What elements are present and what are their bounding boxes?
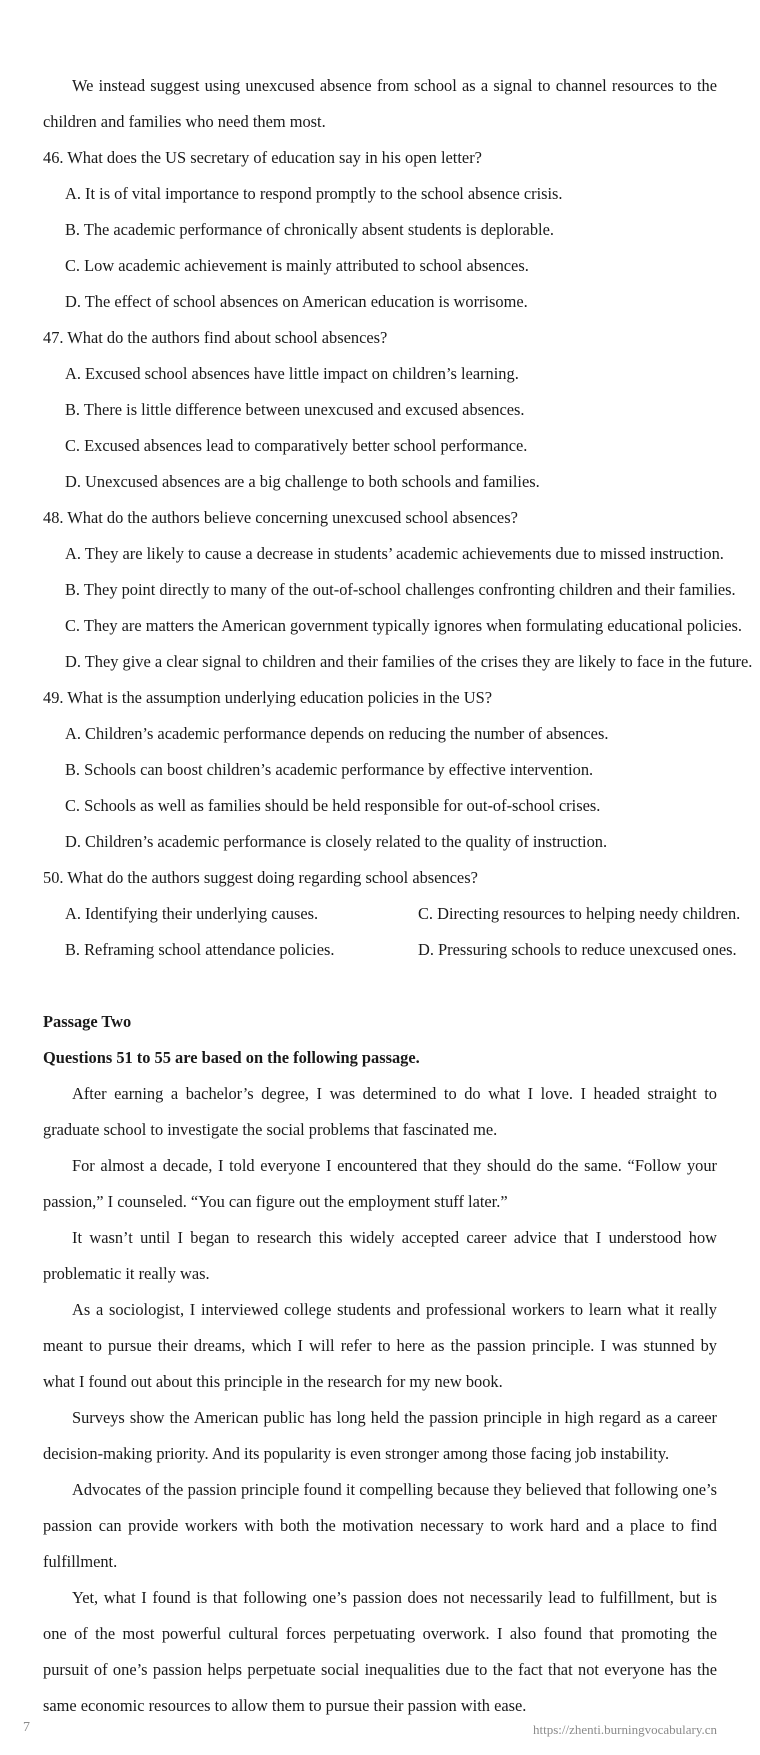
intro-paragraph: We instead suggest using unexcused absence from school as a signal to channel resources to the children and families who need them most. — [43, 76, 717, 131]
option-c: C. Schools as well as families should be held responsible for out-of-school crises. — [65, 796, 601, 815]
option-a: A. Identifying their underlying causes. — [65, 904, 319, 923]
question-49 — [43, 680, 717, 860]
section-spacer — [43, 968, 717, 1004]
passage-paragraph: It wasn’t until I began to research this widely accepted career advice that I understood how problematic it really was. — [43, 1228, 717, 1283]
page-number: 7 — [23, 1720, 30, 1735]
option-a: A. They are likely to cause a decrease in students’ academic achievements due to missed instruction. — [65, 544, 724, 563]
option-d: D. Pressuring schools to reduce unexcused ones. — [418, 940, 737, 959]
option-b: B. There is little difference between unexcused and excused absences. — [65, 400, 525, 419]
passage-title: Passage Two — [43, 1012, 132, 1031]
passage-paragraph: Surveys show the American public has long held the passion principle in high regard as a career decision-making priority. And its popularity is even stronger among those facing job instability. — [43, 1408, 717, 1463]
option-a: A. Children’s academic performance depends on reducing the number of absences. — [65, 724, 609, 743]
option-d: D. The effect of school absences on American education is worrisome. — [65, 292, 528, 311]
footer-url: https://zhenti.burningvocabulary.cn — [533, 1722, 717, 1737]
question-stem: 47. What do the authors find about school absences? — [43, 328, 388, 347]
question-stem: 48. What do the authors believe concerning unexcused school absences? — [43, 508, 518, 527]
option-b: B. They point directly to many of the out-of-school challenges confronting children and their families. — [65, 580, 736, 599]
question-stem: 50. What do the authors suggest doing regarding school absences? — [43, 868, 478, 887]
question-46 — [43, 140, 717, 320]
option-d: D. Unexcused absences are a big challenge to both schools and families. — [65, 472, 540, 491]
question-stem: 46. What does the US secretary of education say in his open letter? — [43, 148, 482, 167]
option-d: D. They give a clear signal to children and their families of the crises they are likely to face in the future. — [65, 652, 753, 671]
option-d: D. Children’s academic performance is closely related to the quality of instruction. — [65, 832, 608, 851]
passage-instruction: Questions 51 to 55 are based on the following passage. — [43, 1048, 420, 1067]
option-a: A. Excused school absences have little impact on children’s learning. — [65, 364, 519, 383]
question-48 — [43, 500, 753, 680]
passage-paragraph: Advocates of the passion principle found it compelling because they believed that following one’s passion can provide workers with both the motivation necessary to work hard and a place to find fulfillment. — [43, 1480, 717, 1571]
question-50 — [43, 860, 741, 968]
option-a: A. It is of vital importance to respond promptly to the school absence crisis. — [65, 184, 563, 203]
question-47 — [43, 320, 717, 500]
exam-page-body — [43, 68, 753, 1724]
option-c: C. Directing resources to helping needy children. — [418, 904, 741, 923]
passage-paragraph: After earning a bachelor’s degree, I was determined to do what I love. I headed straight to graduate school to investigate the social problems that fascinated me. — [43, 1084, 717, 1139]
option-b: B. Schools can boost children’s academic performance by effective intervention. — [65, 760, 594, 779]
option-c: C. Low academic achievement is mainly attributed to school absences. — [65, 256, 529, 275]
option-c: C. Excused absences lead to comparatively better school performance. — [65, 436, 528, 455]
option-c: C. They are matters the American government typically ignores when formulating educational policies. — [65, 616, 742, 635]
passage-paragraph: Yet, what I found is that following one’s passion does not necessarily lead to fulfillment, but is one of the most powerful cultural forces perpetuating overwork. I also found that promoting the pursuit of one’s passion helps perpetuate social inequalities due to the fact that not everyone has the same economic resources to allow them to pursue their passion with ease. — [43, 1588, 717, 1715]
question-stem: 49. What is the assumption underlying education policies in the US? — [43, 688, 492, 707]
passage-paragraph: As a sociologist, I interviewed college students and professional workers to learn what it really meant to pursue their dreams, which I will refer to here as the passion principle. I was stunned by what I found out about this principle in the research for my new book. — [43, 1300, 717, 1391]
options-grid — [65, 896, 741, 968]
passage-paragraph: For almost a decade, I told everyone I encountered that they should do the same. “Follow your passion,” I counseled. “You can figure out the employment stuff later.” — [43, 1156, 717, 1211]
option-b: B. Reframing school attendance policies. — [65, 940, 335, 959]
option-b: B. The academic performance of chronically absent students is deplorable. — [65, 220, 554, 239]
